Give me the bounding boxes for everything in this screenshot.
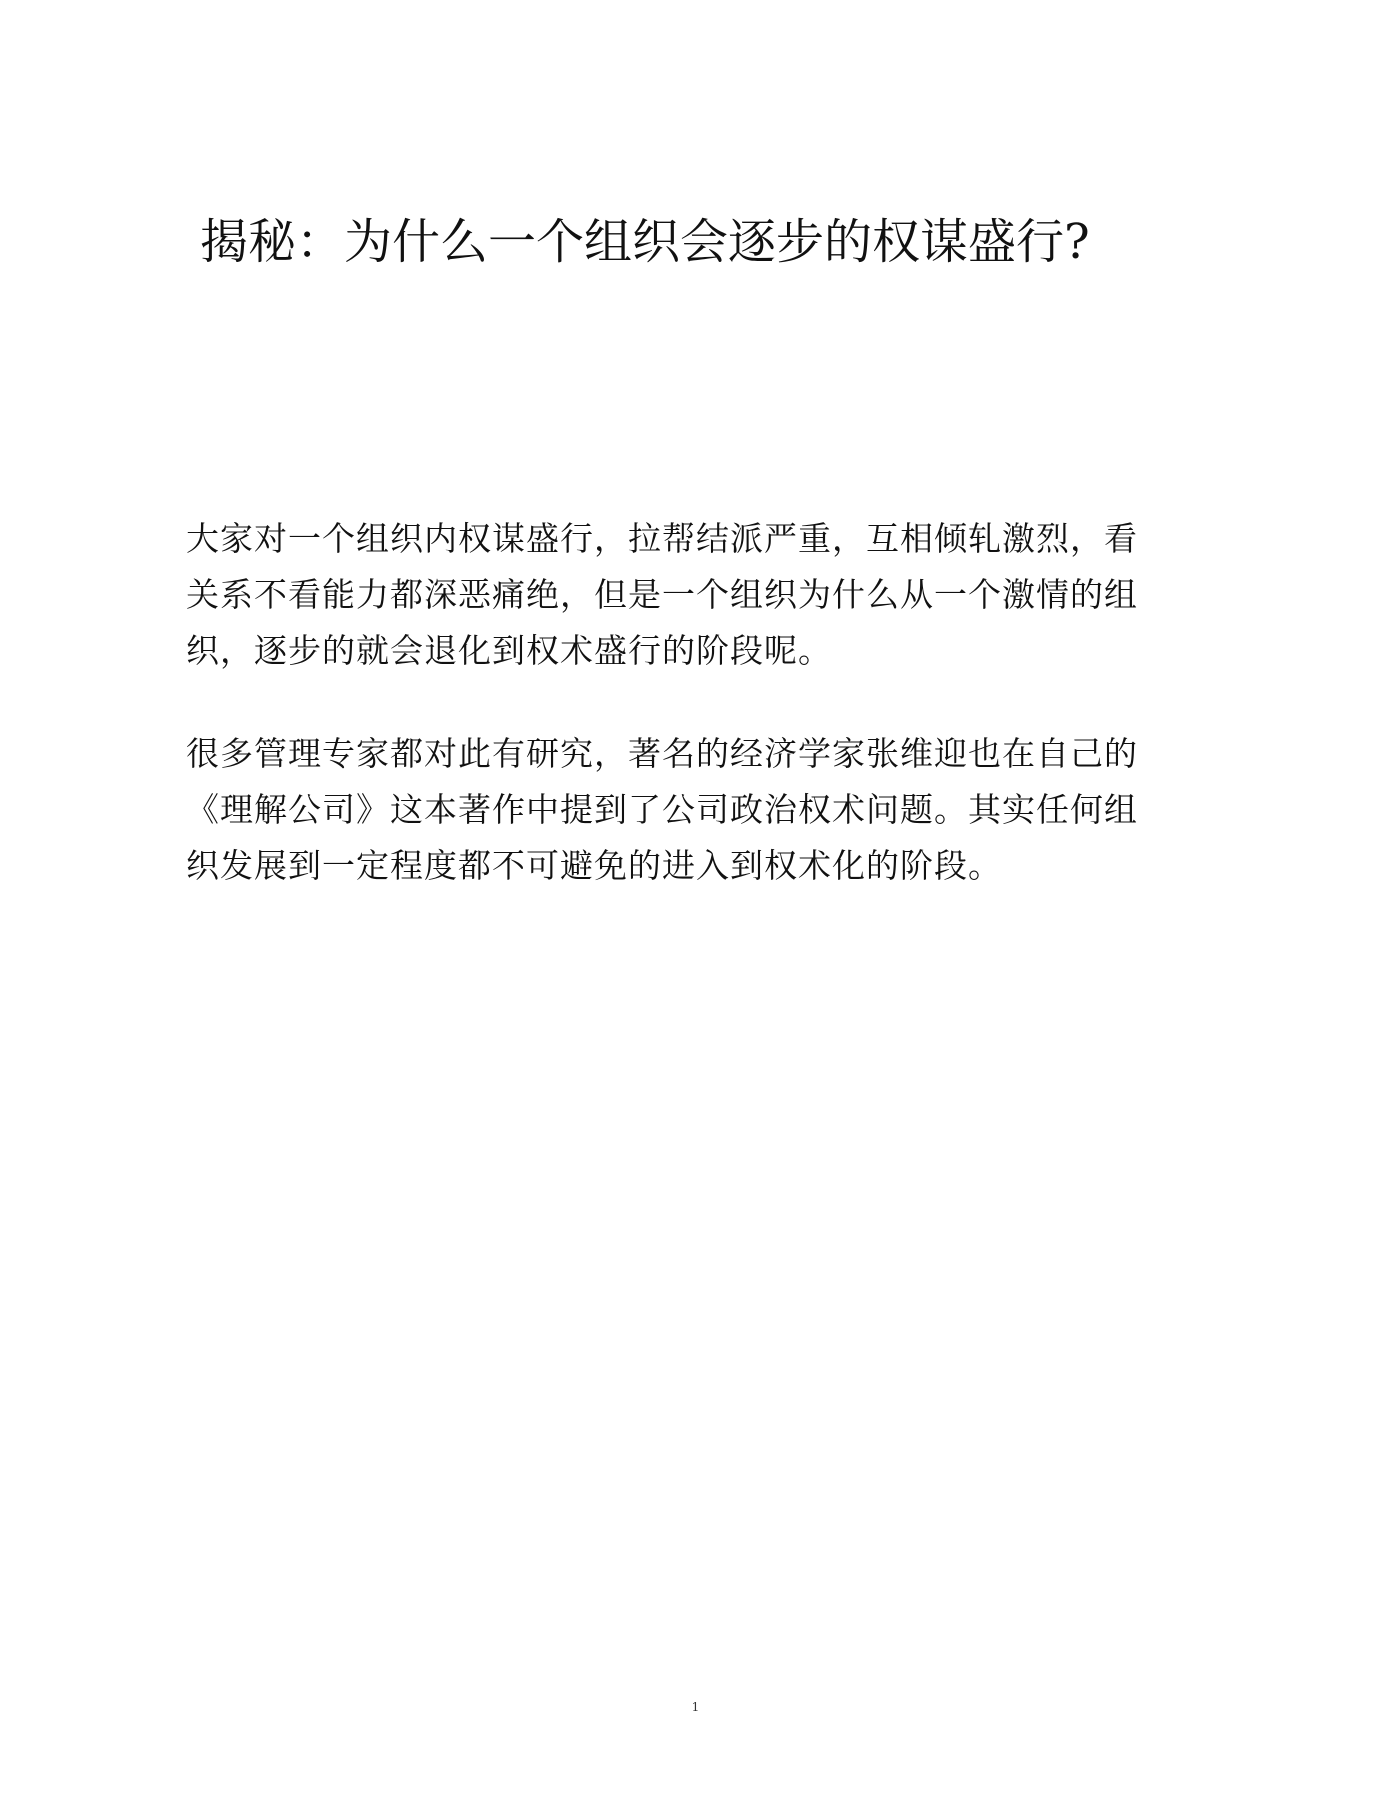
paragraph-1 (186, 511, 1186, 679)
paragraph-line: 织，逐步的就会退化到权术盛行的阶段呢。 (186, 631, 832, 670)
paragraph-line: 《理解公司》这本著作中提到了公司政治权术问题。其实任何组 (186, 790, 1138, 829)
page-number: 1 (691, 1700, 700, 1714)
document-title: 揭秘：为什么一个组织会逐步的权谋盛行? (200, 214, 1090, 270)
paragraph-line: 织发展到一定程度都不可避免的进入到权术化的阶段。 (186, 846, 1002, 885)
paragraph-line: 关系不看能力都深恶痛绝，但是一个组织为什么从一个激情的组 (186, 575, 1138, 614)
paragraph-line: 大家对一个组织内权谋盛行，拉帮结派严重，互相倾轧激烈，看 (186, 519, 1138, 558)
paragraph-line: 很多管理专家都对此有研究，著名的经济学家张维迎也在自己的 (186, 734, 1138, 773)
paragraph-2 (186, 726, 1186, 894)
